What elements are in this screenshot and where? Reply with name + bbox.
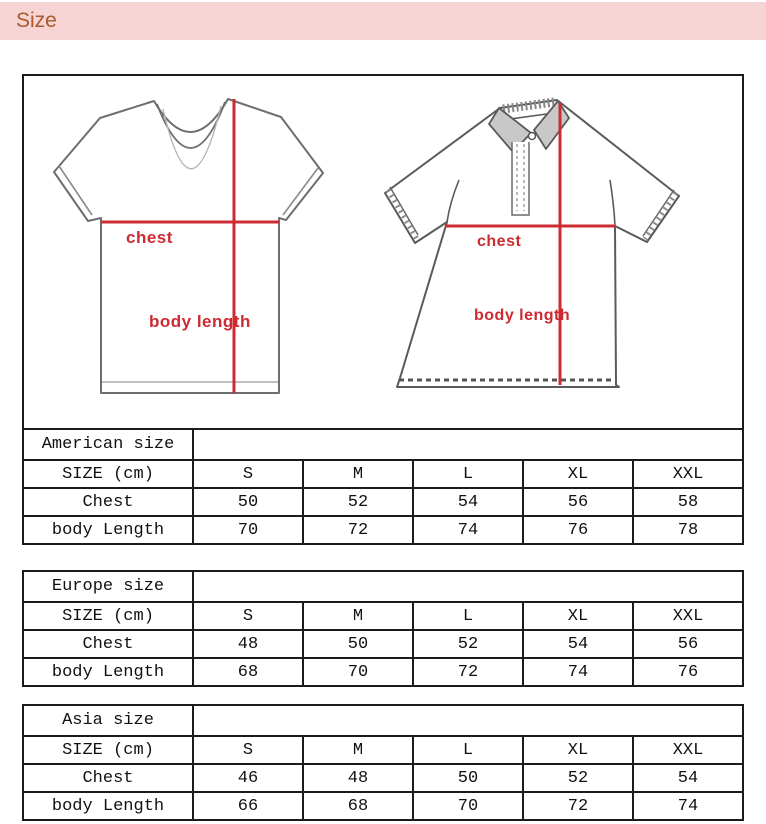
size-column-header: L <box>413 736 523 764</box>
size-column-header: M <box>303 602 413 630</box>
measurement-value: 74 <box>413 516 523 544</box>
page-title: Size <box>16 9 57 32</box>
size-column-header: XL <box>523 736 633 764</box>
measurement-value: 76 <box>523 516 633 544</box>
measurement-value: 70 <box>413 792 523 820</box>
measurement-value: 54 <box>633 764 743 792</box>
table-title-spacer <box>193 429 743 460</box>
table-title: Europe size <box>23 571 193 602</box>
polo-button <box>529 133 536 140</box>
measurement-value: 50 <box>303 630 413 658</box>
measurement-diagram <box>22 74 744 430</box>
size-column-header: S <box>193 602 303 630</box>
measurement-value: 68 <box>303 792 413 820</box>
size-table-asia <box>22 704 744 821</box>
polo-chest-label: chest <box>477 233 522 250</box>
size-section-header <box>0 2 766 40</box>
polo-placket <box>512 142 529 215</box>
measurement-value: 56 <box>523 488 633 516</box>
measurement-value: 52 <box>413 630 523 658</box>
size-column-header: XXL <box>633 736 743 764</box>
measurement-value: 66 <box>193 792 303 820</box>
measurement-value: 76 <box>633 658 743 686</box>
measurement-value: 54 <box>413 488 523 516</box>
size-column-header: L <box>413 602 523 630</box>
measurement-row-label: body Length <box>23 516 193 544</box>
size-column-header: L <box>413 460 523 488</box>
measurement-row-label: body Length <box>23 658 193 686</box>
measurement-value: 78 <box>633 516 743 544</box>
tee-diagram <box>26 80 356 405</box>
measurement-value: 50 <box>193 488 303 516</box>
size-unit-header: SIZE (cm) <box>23 460 193 488</box>
measurement-value: 68 <box>193 658 303 686</box>
measurement-value: 56 <box>633 630 743 658</box>
table-title-spacer <box>193 705 743 736</box>
measurement-row-label: Chest <box>23 764 193 792</box>
measurement-value: 58 <box>633 488 743 516</box>
measurement-value: 54 <box>523 630 633 658</box>
tee-body-length-label: body length <box>149 312 251 331</box>
measurement-value: 72 <box>413 658 523 686</box>
measurement-value: 74 <box>633 792 743 820</box>
measurement-value: 72 <box>523 792 633 820</box>
table-title: American size <box>23 429 193 460</box>
measurement-row-label: Chest <box>23 630 193 658</box>
measurement-value: 52 <box>523 764 633 792</box>
measurement-value: 70 <box>303 658 413 686</box>
measurement-value: 72 <box>303 516 413 544</box>
measurement-row-label: Chest <box>23 488 193 516</box>
size-column-header: XL <box>523 602 633 630</box>
table-title-spacer <box>193 571 743 602</box>
size-column-header: S <box>193 736 303 764</box>
size-table-american <box>22 428 744 545</box>
polo-body-length-label: body length <box>474 307 571 324</box>
size-unit-header: SIZE (cm) <box>23 736 193 764</box>
size-unit-header: SIZE (cm) <box>23 602 193 630</box>
polo-diagram <box>382 80 692 400</box>
polo-outline <box>385 100 679 387</box>
measurement-value: 48 <box>193 630 303 658</box>
size-column-header: M <box>303 460 413 488</box>
size-tables <box>22 428 744 821</box>
size-column-header: M <box>303 736 413 764</box>
size-chart-content <box>22 74 744 821</box>
measurement-value: 52 <box>303 488 413 516</box>
size-column-header: XL <box>523 460 633 488</box>
tee-chest-label: chest <box>126 228 173 247</box>
measurement-value: 50 <box>413 764 523 792</box>
measurement-value: 46 <box>193 764 303 792</box>
size-table-europe <box>22 570 744 687</box>
table-title: Asia size <box>23 705 193 736</box>
size-column-header: XXL <box>633 460 743 488</box>
measurement-value: 74 <box>523 658 633 686</box>
measurement-row-label: body Length <box>23 792 193 820</box>
size-column-header: S <box>193 460 303 488</box>
measurement-value: 48 <box>303 764 413 792</box>
size-column-header: XXL <box>633 602 743 630</box>
tee-outline <box>54 99 323 393</box>
measurement-value: 70 <box>193 516 303 544</box>
